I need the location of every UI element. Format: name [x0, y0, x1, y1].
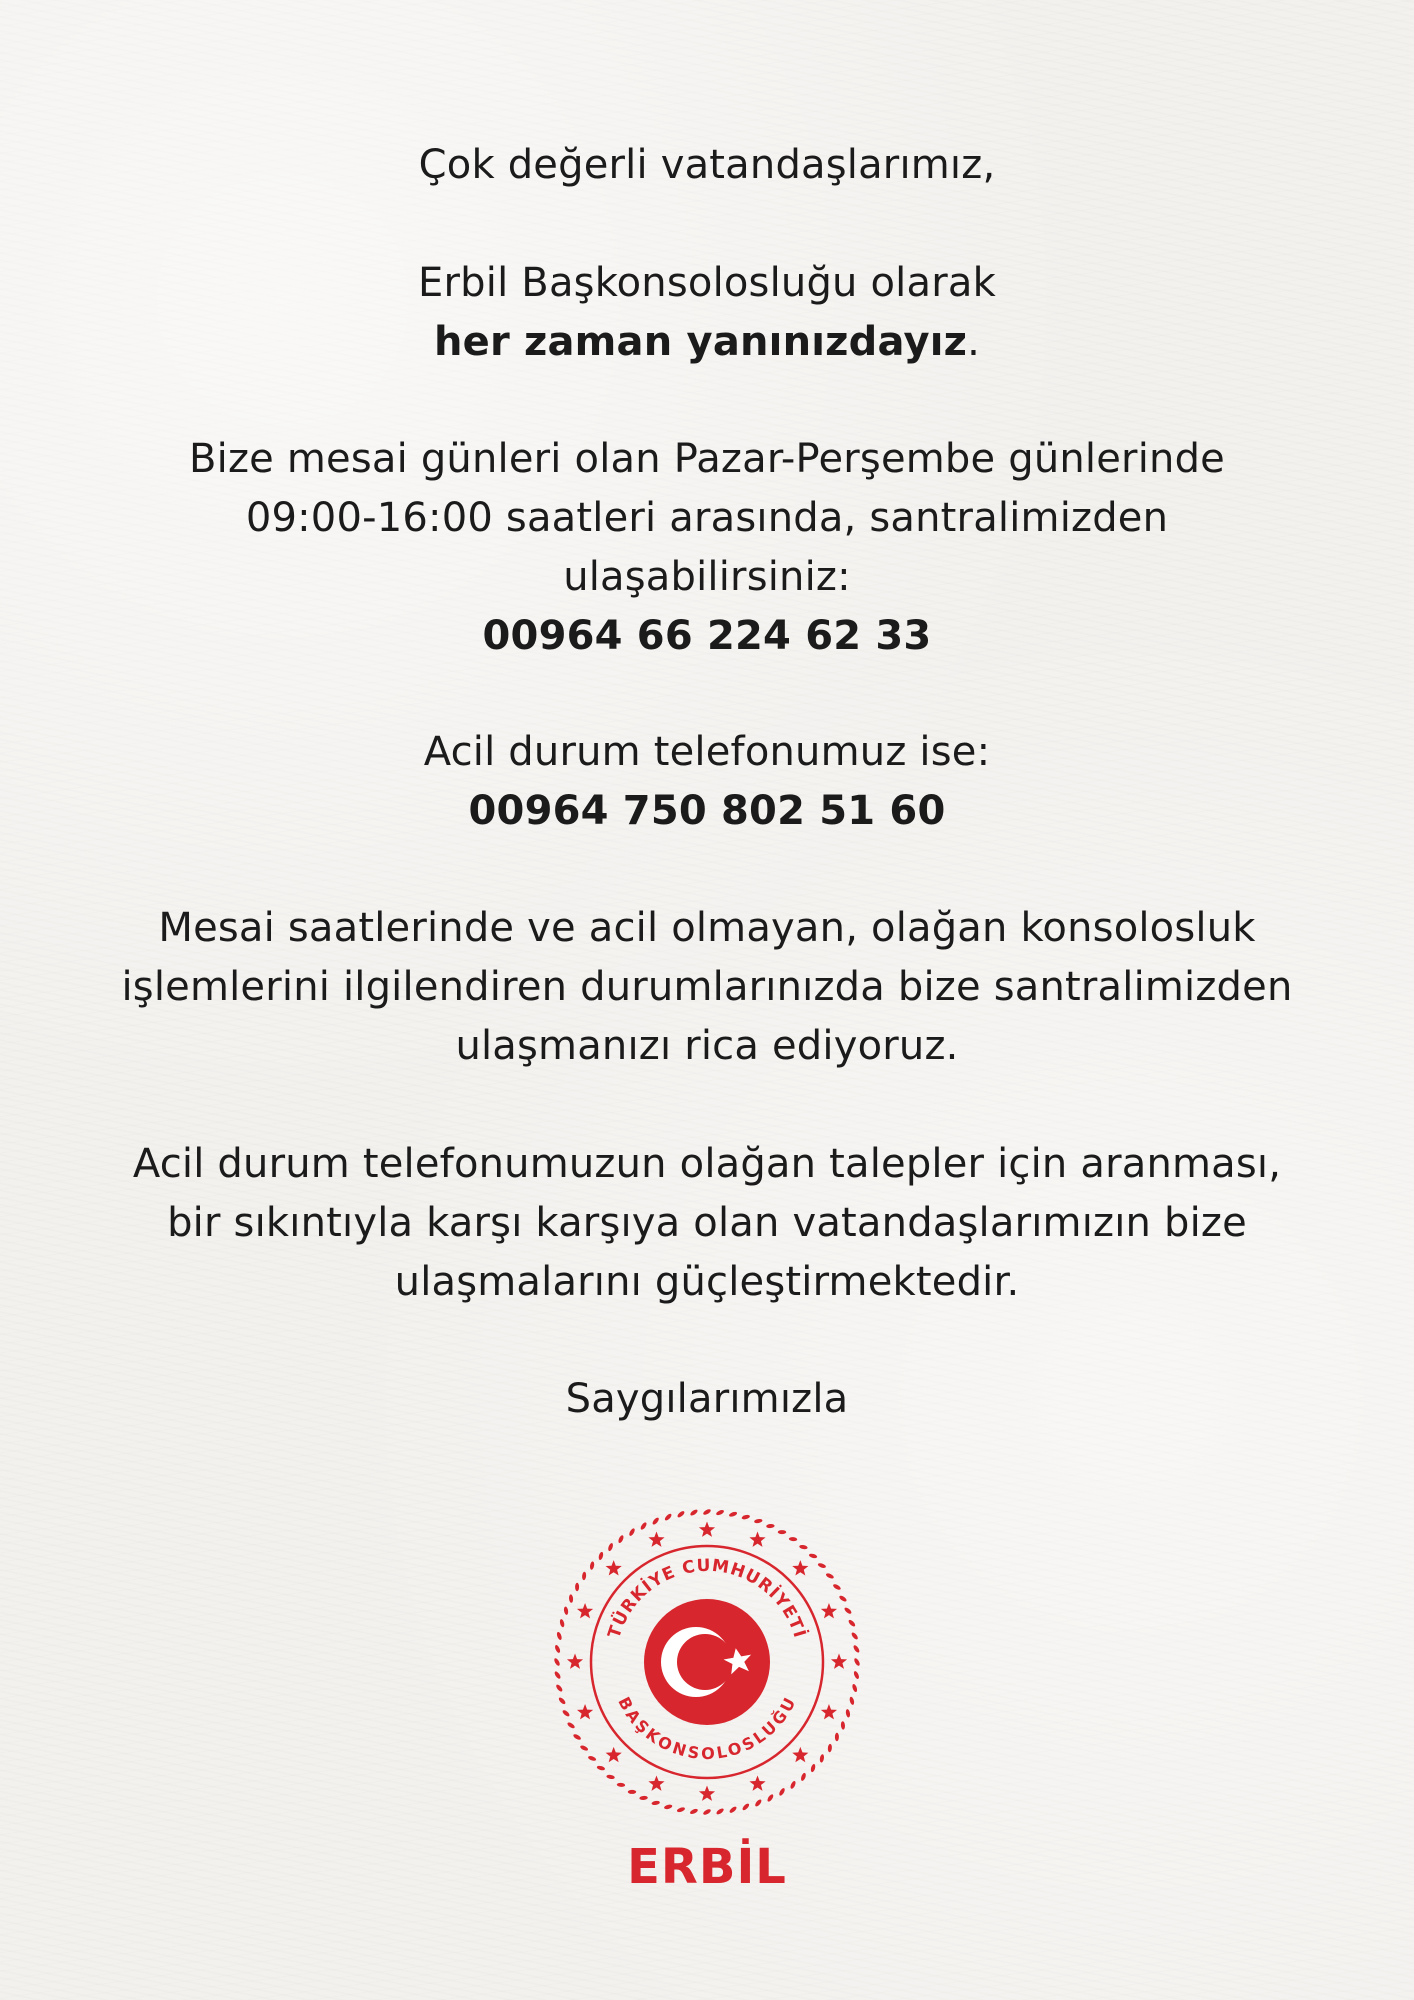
warning-text-line: bir sıkıntıyla karşı karşıya olan vatandaşlarımızın bize: [167, 1200, 1247, 1246]
intro-emphasis-line: [0, 313, 1414, 372]
warning-text-line: ulaşmalarını güçleştirmektedir.: [394, 1259, 1020, 1305]
request-text-line: ulaşmanızı rica ediyoruz.: [455, 1023, 959, 1069]
city-name: ERBİL: [627, 1839, 787, 1895]
hours-text-line: Bize mesai günleri olan Pazar-Perşembe günlerinde: [189, 436, 1225, 482]
intro-text: Erbil Başkonsolosluğu olarak: [418, 260, 996, 306]
emergency-label: Acil durum telefonumuz ise:: [423, 729, 991, 775]
hours-text-line: 09:00-16:00 saatleri arasında, santralimizden: [245, 495, 1169, 541]
request-text-line: işlemlerini ilgilendiren durumlarınızda bize santralimizden: [121, 964, 1293, 1010]
closing-text: Saygılarımızla: [565, 1376, 849, 1422]
hours-paragraph: [0, 430, 1414, 666]
intro-emphasis: her zaman yanınızdayız: [433, 319, 968, 365]
intro-paragraph: [0, 254, 1414, 372]
warning-paragraph: [0, 1135, 1414, 1312]
intro-period: .: [967, 319, 981, 365]
switchboard-phone: 00964 66 224 62 33: [482, 613, 932, 659]
emergency-phone: 00964 750 802 51 60: [468, 788, 946, 834]
greeting-text: Çok değerli vatandaşlarımız,: [418, 142, 996, 188]
seal-text-bottom: BAŞKONSOLOSLUĞU: [614, 1693, 800, 1764]
request-text-line: Mesai saatlerinde ve acil olmayan, olağan konsolosluk: [158, 905, 1256, 951]
warning-text-line: Acil durum telefonumuzun olağan talepler için aranması,: [132, 1141, 1282, 1187]
hours-text-line: ulaşabilirsiniz:: [563, 554, 851, 600]
consulate-seal-icon: [548, 1503, 866, 1821]
closing-paragraph: [0, 1370, 1414, 1429]
emergency-paragraph: [0, 723, 1414, 841]
greeting-paragraph: [0, 136, 1414, 195]
seal-text-top: TÜRKİYE CUMHURİYETİ: [604, 1555, 810, 1641]
request-paragraph: [0, 899, 1414, 1076]
